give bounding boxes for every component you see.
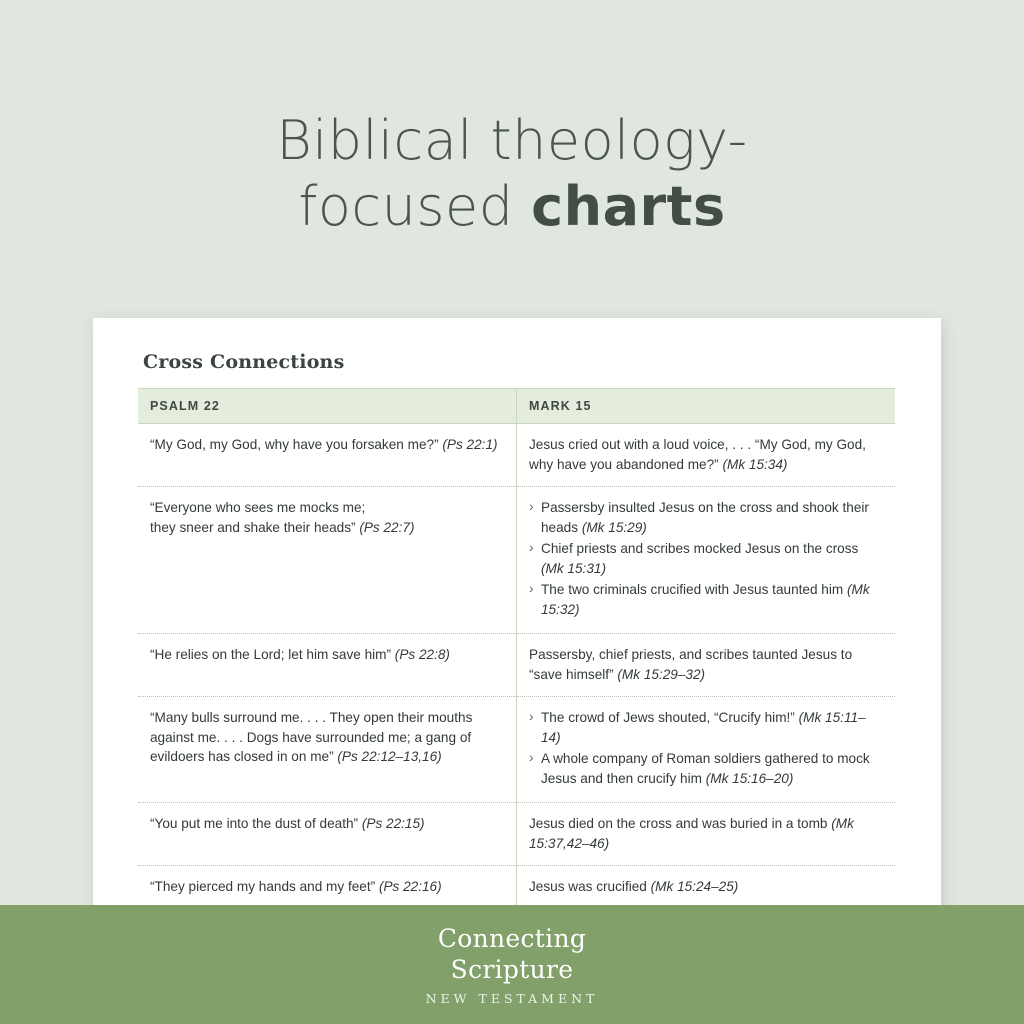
mark-reference: (Mk 15:11–14): [541, 710, 866, 745]
mark-text: Jesus cried out with a loud voice, . . . “My God, my God, why have you abandoned me?”: [529, 437, 866, 472]
mark-cell: [517, 487, 896, 634]
psalm-text: “Many bulls surround me. . . . They open their mouths against me. . . . Dogs have surrounded me; a gang of evildoers has closed in on me”: [150, 710, 473, 764]
mark-cell: [517, 697, 896, 803]
psalm-reference: (Ps 22:16): [378, 879, 442, 894]
mark-text: The two criminals crucified with Jesus taunted him: [541, 582, 844, 597]
mark-reference: (Mk 15:31): [541, 560, 606, 576]
mark-text: Jesus died on the cross and was buried in a tomb: [529, 816, 828, 831]
psalm-cell: [138, 697, 517, 803]
table-row: [138, 803, 895, 866]
psalm-text: “You put me into the dust of death”: [150, 816, 359, 831]
footer-line2: Scripture: [450, 955, 574, 984]
table-row: [138, 424, 895, 487]
mark-reference: (Mk 15:32): [541, 582, 870, 617]
mark-bullet-list: [529, 708, 881, 788]
footer-line1: Connecting: [437, 924, 587, 953]
mark-reference: (Mk 15:37,42–46): [529, 816, 854, 851]
mark-text: Jesus was crucified: [529, 879, 647, 894]
mark-reference: (Mk 15:24–25): [650, 879, 739, 894]
psalm-reference: (Ps 22:15): [361, 816, 425, 831]
page-title: [0, 108, 1024, 240]
mark-text: Passersby, chief priests, and scribes taunted Jesus to “save himself”: [529, 647, 853, 682]
column-header-psalm: PSALM 22: [138, 389, 517, 424]
mark-bullet-item: [529, 580, 881, 619]
mark-bullet-item: [529, 539, 881, 578]
table-row: [138, 634, 895, 697]
mark-cell: [517, 803, 896, 866]
mark-reference: (Mk 15:16–20): [705, 770, 794, 786]
chart-card: [93, 318, 941, 938]
psalm-reference: (Ps 22:12–13,16): [337, 749, 442, 764]
psalm-reference: (Ps 22:1): [442, 437, 498, 452]
mark-cell: [517, 866, 896, 910]
psalm-cell: [138, 424, 517, 487]
page-title-line1: Biblical theology-: [276, 109, 748, 172]
table-row: [138, 487, 895, 634]
psalm-text: “They pierced my hands and my feet”: [150, 879, 376, 894]
table-header-row: [138, 389, 895, 424]
mark-bullet-item: [529, 708, 881, 747]
psalm-text: “He relies on the Lord; let him save him”: [150, 647, 392, 662]
psalm-reference: (Ps 22:8): [394, 647, 450, 662]
table-row: [138, 866, 895, 910]
psalm-text: “My God, my God, why have you forsaken me?”: [150, 437, 439, 452]
mark-reference: (Mk 15:29–32): [617, 666, 706, 682]
mark-text: A whole company of Roman soldiers gathered to mock Jesus and then crucify him: [541, 751, 870, 786]
chart-title: Cross Connections: [143, 351, 345, 373]
mark-text: The crowd of Jews shouted, “Crucify him!”: [541, 710, 795, 725]
mark-bullet-item: [529, 498, 881, 537]
psalm-reference: (Ps 22:7): [359, 519, 415, 535]
psalm-cell: [138, 634, 517, 697]
table-row: [138, 697, 895, 803]
page-title-line2-bold: charts: [531, 175, 726, 238]
mark-cell: [517, 424, 896, 487]
psalm-cell: [138, 487, 517, 634]
mark-cell: [517, 634, 896, 697]
mark-bullet-item: [529, 749, 881, 788]
cross-connections-table: [138, 388, 895, 972]
column-header-mark: MARK 15: [517, 389, 896, 424]
footer-line3: NEW TESTAMENT: [425, 991, 599, 1006]
psalm-cell: [138, 803, 517, 866]
mark-bullet-list: [529, 498, 881, 619]
mark-text: Chief priests and scribes mocked Jesus on the cross: [541, 541, 859, 556]
mark-reference: (Mk 15:34): [722, 456, 788, 472]
mark-reference: (Mk 15:29): [581, 519, 647, 535]
footer-band: [0, 905, 1024, 1024]
page-title-line2: [0, 174, 1024, 240]
page-title-line2-normal: focused: [298, 175, 532, 238]
mark-text: Passersby insulted Jesus on the cross and shook their heads: [541, 500, 869, 535]
psalm-text: “Everyone who sees me mocks me; they sneer and shake their heads”: [150, 500, 366, 535]
psalm-cell: [138, 866, 517, 910]
